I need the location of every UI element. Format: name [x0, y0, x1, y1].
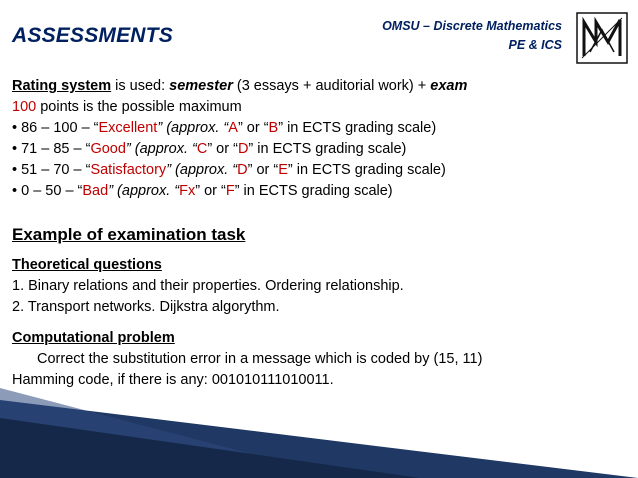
exam-term: exam: [430, 78, 468, 94]
computational-heading: Computational problem: [12, 330, 175, 346]
university-logo-icon: [576, 12, 628, 64]
grade-item: • 51 – 70 – “Satisfactory” (approx. “D” or “E” in ECTS grading scale): [12, 162, 446, 178]
rating-label: Rating system: [12, 78, 112, 94]
rating-intro: [12, 76, 612, 97]
problem-text-2: Hamming code, if there is any: 001010111010011.: [12, 372, 334, 388]
grade-item: • 71 – 85 – “Good” (approx. “C” or “D” in ECTS grading scale): [12, 141, 407, 157]
rating-max: [12, 97, 612, 118]
grade-item: • 86 – 100 – “Excellent” (approx. “A” or “B” in ECTS grading scale): [12, 120, 437, 136]
grade-name: Good: [90, 141, 126, 157]
example-heading: Example of examination task: [12, 225, 246, 244]
slide-body: [12, 76, 612, 391]
rating-text-2: (3 essays + auditorial work) +: [232, 78, 431, 94]
corner-decoration: [0, 388, 638, 478]
problem-text-1: Correct the substitution error in a message which is coded by (15, 11): [37, 351, 483, 367]
question-item: 1. Binary relations and their properties. Ordering relationship.: [12, 278, 404, 294]
slide-title: ASSESSMENTS: [12, 24, 173, 47]
department-name: PE & ICS: [508, 38, 562, 52]
question-item: 2. Transport networks. Dijkstra algorythm.: [12, 299, 280, 315]
grade-name: Satisfactory: [90, 162, 167, 178]
rating-text: is used:: [111, 78, 170, 94]
max-text: points is the possible maximum: [36, 99, 242, 115]
grade-name: Excellent: [98, 120, 158, 136]
theory-heading: Theoretical questions: [12, 257, 162, 273]
grade-name: Bad: [82, 183, 109, 199]
semester-term: semester: [169, 78, 233, 94]
course-name: OMSU – Discrete Mathematics: [382, 19, 562, 33]
course-label: [382, 17, 562, 55]
grade-item: • 0 – 50 – “Bad” (approx. “Fx” or “F” in ECTS grading scale): [12, 183, 393, 199]
max-points: 100: [12, 99, 37, 115]
